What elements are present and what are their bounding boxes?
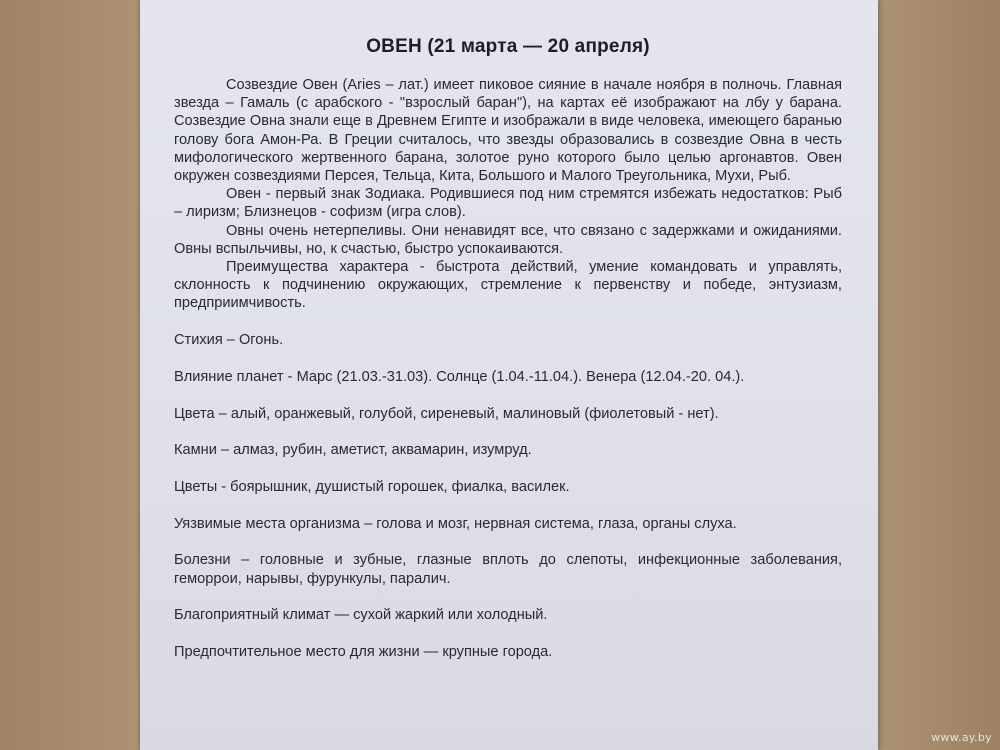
fact-element: Стихия – Огонь.	[174, 332, 284, 349]
fact-diseases: Болезни – головные и зубные, глазные вплоть до слепоты, инфекционные заболевания, геморрои, нарывы, фурункулы, паралич.	[174, 552, 842, 587]
fact-climate: Благоприятный климат — сухой жаркий или холодный.	[174, 607, 548, 624]
fact-vulnerable: Уязвимые места организма – голова и мозг, нервная система, глаза, органы слуха.	[174, 515, 737, 532]
fact-flowers: Цветы - боярышник, душистый горошек, фиалка, василек.	[174, 478, 570, 495]
fact-colors: Цвета – алый, оранжевый, голубой, сиреневый, малиновый (фиолетовый - нет).	[174, 405, 719, 422]
paragraph-constellation: Созвездие Овен (Aries – лат.) имеет пиковое сияние в начале ноября в полночь. Главная звезда – Гамаль (с арабского - "взрослый баран"), на картах её изображают на лбу у барана. Созвездие Овна знали еще в Древнем Египте и изображали в виде человека, имеющего баранью голову бога Амон-Ра. В Греции считалось, что звезды образовались в созвездие Овна в честь мифологического жертвенного барана, золотое руно которого было целью аргонавтов. Овен окружен созвездиями Персея, Тельца, Кита, Большого и Малого Треугольника, Мухи, Рыб.	[174, 77, 842, 185]
paragraph-temper: Овны очень нетерпеливы. Они ненавидят все, что связано с задержками и ожиданиями. Овны вспыльчивы, но, к счастью, быстро успокаиваются.	[174, 222, 842, 257]
fact-stones: Камни – алмаз, рубин, аметист, аквамарин, изумруд.	[174, 442, 532, 459]
fact-place: Предпочтительное место для жизни — крупные города.	[174, 643, 553, 660]
watermark: www.ay.by	[931, 731, 992, 744]
document-title: ОВЕН (21 марта — 20 апреля)	[366, 36, 650, 57]
paragraph-advantages: Преимущества характера - быстрота действий, умение командовать и управлять, склонность к подчинению окружающих, стремление к первенству и победе, энтузиазм, предприимчивость.	[174, 259, 842, 312]
fact-planets: Влияние планет - Марс (21.03.-31.03). Солнце (1.04.-11.04.). Венера (12.04.-20. 04.).	[174, 368, 745, 385]
paragraph-zodiac: Овен - первый знак Зодиака. Родившиеся под ним стремятся избежать недостатков: Рыб – лиризм; Близнецов - софизм (игра слов).	[174, 186, 842, 221]
paper-sheet	[140, 0, 878, 750]
